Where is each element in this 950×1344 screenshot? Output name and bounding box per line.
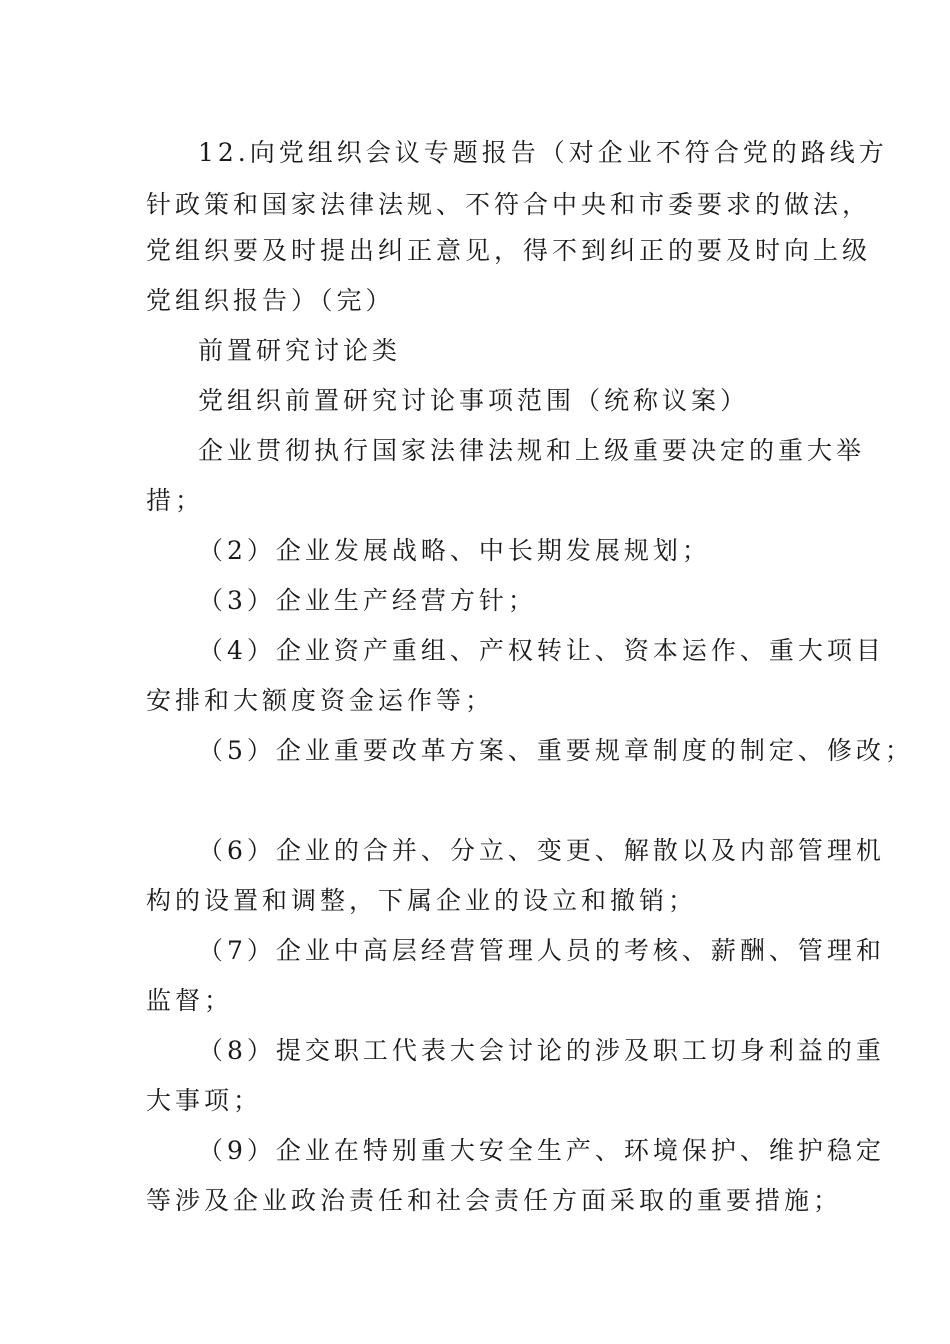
text-line: 党组织报告）（完）: [146, 286, 395, 315]
text-line: （5）企业重要改革方案、重要规章制度的制定、修改；: [198, 736, 914, 765]
text-line: （3）企业生产经营方针；: [198, 586, 537, 615]
text-line: （6）企业的合并、分立、变更、解散以及内部管理机: [198, 836, 885, 865]
text-line: 企业贯彻执行国家法律法规和上级重要决定的重大举: [198, 436, 866, 465]
text-line: 等涉及企业政治责任和社会责任方面采取的重要措施；: [146, 1186, 843, 1215]
text-line: 措；: [146, 486, 205, 515]
text-line: 大事项；: [146, 1086, 263, 1115]
text-line: （8）提交职工代表大会讨论的涉及职工切身利益的重: [198, 1036, 885, 1065]
text-line: 监督；: [146, 986, 234, 1015]
text-line: 12.向党组织会议专题报告（对企业不符合党的路线方: [198, 138, 888, 167]
text-line: 党组织要及时提出纠正意见，得不到纠正的要及时向上级: [146, 236, 872, 265]
text-line: 针政策和国家法律法规、不符合中央和市委要求的做法，: [146, 190, 872, 219]
text-line: 构的设置和调整，下属企业的设立和撤销；: [146, 886, 698, 915]
text-line: （9）企业在特别重大安全生产、环境保护、维护稳定: [198, 1136, 885, 1165]
text-line: （7）企业中高层经营管理人员的考核、薪酬、管理和: [198, 936, 885, 965]
text-line: 前置研究讨论类: [198, 336, 402, 365]
text-line: 党组织前置研究讨论事项范围（统称议案）: [198, 386, 750, 415]
text-line: （4）企业资产重组、产权转让、资本运作、重大项目: [198, 636, 885, 665]
text-line: （2）企业发展战略、中长期发展规划；: [198, 536, 711, 565]
text-line: 安排和大额度资金运作等；: [146, 686, 495, 715]
